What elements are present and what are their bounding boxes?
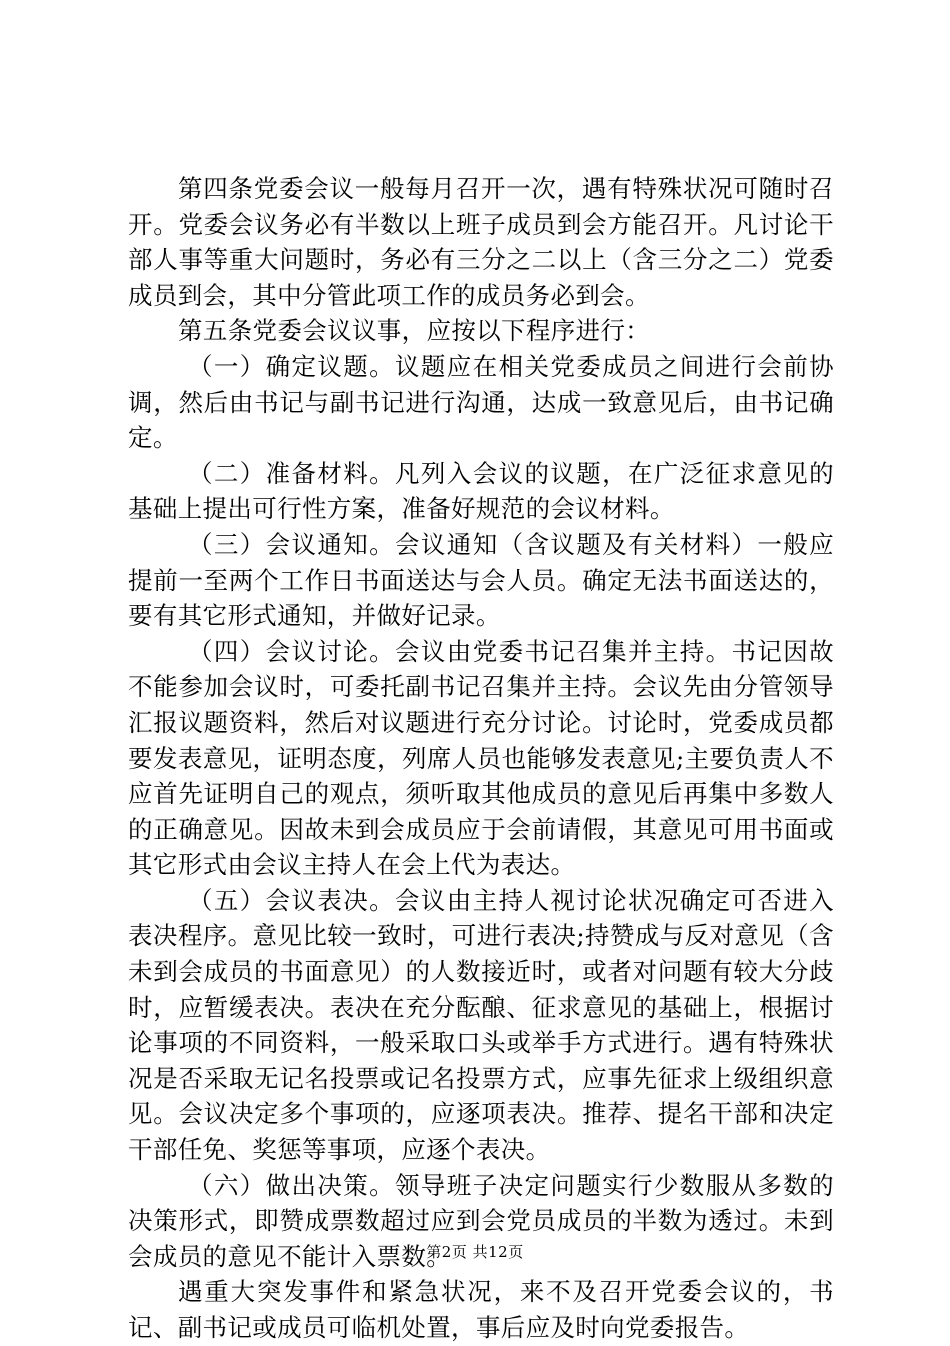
paragraph-step-3: （三）会议通知。会议通知（含议题及有关材料）一般应提前一至两个工作日书面送达与会人员。确定无法书面送达的，要有其它形式通知，并做好记录。: [128, 529, 834, 631]
paragraph-article-4: 第四条党委会议一般每月召开一次，遇有特殊状况可随时召开。党委会议务必有半数以上班子成员到会方能召开。凡讨论干部人事等重大问题时，务必有三分之二以上（含三分之二）党委成员到会，其中分管此项工作的成员务必到会。: [128, 174, 834, 310]
page-number-footer: 第2页 共12页: [426, 1243, 524, 1261]
paragraph-emergency: 遇重大突发事件和紧急状况，来不及召开党委会议的，书记、副书记或成员可临机处置，事后应及时向党委报告。: [128, 1277, 834, 1342]
paragraph-step-6: （六）做出决策。领导班子决定问题实行少数服从多数的决策形式，即赞成票数超过应到会党员成员的半数为透过。未到会成员的意见不能计入票数。: [128, 1170, 834, 1271]
paragraph-step-1: （一）确定议题。议题应在相关党委成员之间进行会前协调，然后由书记与副书记进行沟通，达成一致意见后，由书记确定。: [128, 351, 834, 453]
document-body: [128, 171, 834, 1346]
paragraph-step-4: （四）会议讨论。会议由党委书记召集并主持。书记因故不能参加会议时，可委托副书记召集并主持。会议先由分管领导汇报议题资料，然后对议题进行充分讨论。讨论时，党委成员都要发表意见，证明态度，列席人员也能够发表意见;主要负责人不应首先证明自己的观点，须听取其他成员的意见后再集中多数人的正确意见。因故未到会成员应于会前请假，其意见可用书面或其它形式由会议主持人在会上代为表达。: [128, 636, 834, 880]
paragraph-step-5: （五）会议表决。会议由主持人视讨论状况确定可否进入表决程序。意见比较一致时，可进行表决;持赞成与反对意见（含未到会成员的书面意见）的人数接近时，或者对问题有较大分歧时，应暂缓表决。表决在充分酝酿、征求意见的基础上，根据讨论事项的不同资料，一般采取口头或举手方式进行。遇有特殊状况是否采取无记名投票或记名投票方式，应事先征求上级组织意见。会议决定多个事项的，应逐项表决。推荐、提名干部和决定干部任免、奖惩等事项，应逐个表决。: [128, 885, 834, 1165]
paragraph-article-5: 第五条党委会议议事，应按以下程序进行：: [178, 316, 651, 346]
paragraph-step-2: （二）准备材料。凡列入会议的议题，在广泛征求意见的基础上提出可行性方案，准备好规范的会议材料。: [128, 458, 834, 524]
